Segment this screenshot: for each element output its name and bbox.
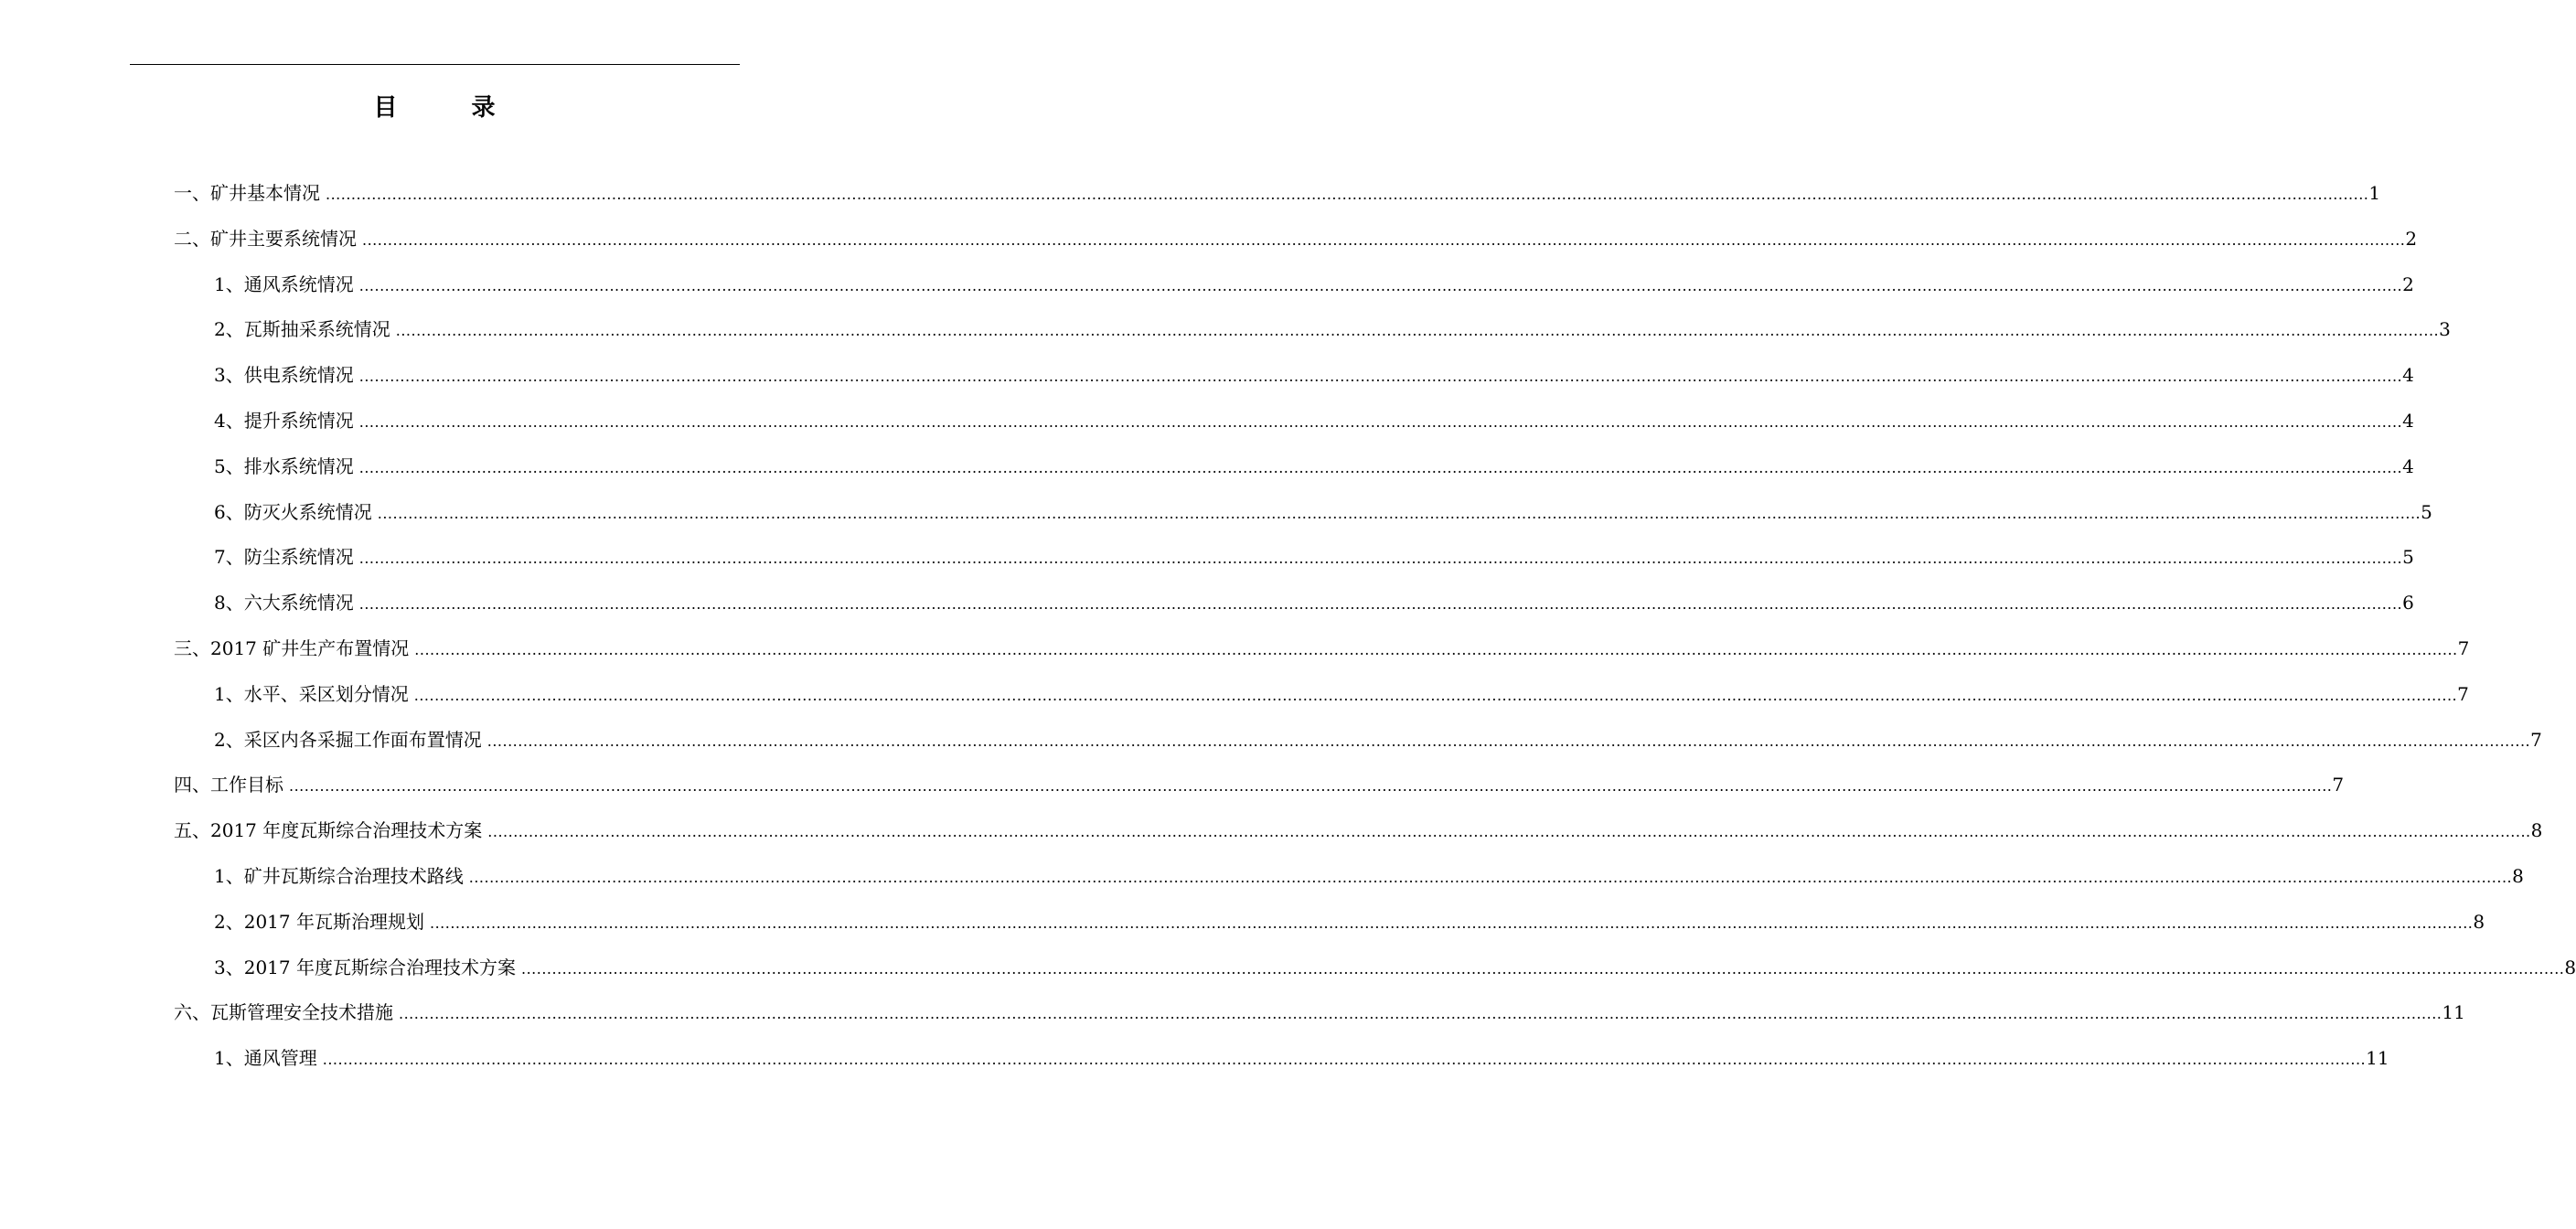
toc-entry-label: 3、供电系统情况 <box>214 364 354 387</box>
toc-entry-label: 3、2017 年度瓦斯综合治理技术方案 <box>214 956 516 978</box>
toc-entry-label: 7、防尘系统情况 <box>214 546 354 569</box>
toc-entry[interactable] <box>214 453 2414 480</box>
toc-entry-page-number: 5 <box>2402 546 2414 569</box>
dot-leader: ................................................................................................................................................................................................................................................................................................................................................................................................................ <box>486 732 2531 750</box>
toc-entry-label: 1、通风系统情况 <box>214 273 354 295</box>
toc-entry-page-number: 8 <box>2530 819 2543 842</box>
toc-entry-page-number: 2 <box>2402 273 2414 295</box>
toc-entry[interactable] <box>214 407 2414 434</box>
toc-entry[interactable] <box>214 271 2414 298</box>
header-rule <box>130 64 740 65</box>
toc-entry-page-number: 8 <box>2564 956 2576 978</box>
toc-entry[interactable] <box>214 1044 2389 1072</box>
dot-leader: ................................................................................................................................................................................................................................................................................................................................................................................................................ <box>414 641 2458 658</box>
toc-entry-page-number: 4 <box>2402 410 2414 432</box>
dot-leader: ................................................................................................................................................................................................................................................................................................................................................................................................................ <box>358 276 2403 294</box>
toc-entry[interactable] <box>174 635 2470 662</box>
toc-entry-label: 2、2017 年瓦斯治理规划 <box>214 910 424 933</box>
dot-leader: ................................................................................................................................................................................................................................................................................................................................................................................................................ <box>358 458 2403 476</box>
toc-entry[interactable] <box>214 543 2414 571</box>
dot-leader: ................................................................................................................................................................................................................................................................................................................................................................................................................ <box>487 823 2531 841</box>
toc-entry[interactable] <box>214 498 2432 526</box>
toc-entry[interactable] <box>174 179 2381 207</box>
dot-leader: ................................................................................................................................................................................................................................................................................................................................................................................................................ <box>413 686 2458 704</box>
toc-entry-label: 8、六大系统情况 <box>214 592 354 614</box>
dot-leader: ................................................................................................................................................................................................................................................................................................................................................................................................................ <box>358 368 2403 386</box>
toc-entry[interactable] <box>174 817 2543 844</box>
toc-entry-page-number: 11 <box>2366 1047 2389 1070</box>
toc-entry-label: 1、通风管理 <box>214 1047 317 1070</box>
toc-entry-page-number: 2 <box>2405 227 2418 250</box>
dot-leader: ................................................................................................................................................................................................................................................................................................................................................................................................................ <box>289 777 2333 796</box>
toc-entry-label: 5、排水系统情况 <box>214 454 354 477</box>
toc-entry-page-number: 4 <box>2402 364 2414 387</box>
toc-entry-page-number: 3 <box>2439 318 2451 341</box>
toc-entry-page-number: 6 <box>2402 592 2414 614</box>
dot-leader: ................................................................................................................................................................................................................................................................................................................................................................................................................ <box>358 595 2403 614</box>
dot-leader: ................................................................................................................................................................................................................................................................................................................................................................................................................ <box>395 322 2440 340</box>
toc-entry[interactable] <box>214 680 2469 708</box>
toc-entry-page-number: 7 <box>2457 637 2470 659</box>
toc-entry[interactable] <box>214 315 2451 343</box>
toc-entry-label: 三、2017 矿井生产布置情况 <box>174 637 410 659</box>
toc-entry-page-number: 8 <box>2473 910 2485 933</box>
toc-entry-label: 2、瓦斯抽采系统情况 <box>214 318 390 341</box>
dot-leader: ................................................................................................................................................................................................................................................................................................................................................................................................................ <box>326 186 2369 203</box>
dot-leader: ................................................................................................................................................................................................................................................................................................................................................................................................................ <box>358 550 2403 568</box>
toc-entry-label: 2、采区内各采掘工作面布置情况 <box>214 728 482 751</box>
toc-title: 目 录 <box>373 94 529 122</box>
dot-leader: ................................................................................................................................................................................................................................................................................................................................................................................................................ <box>377 504 2421 522</box>
toc-entry[interactable] <box>214 726 2542 753</box>
toc-entry-page-number: 7 <box>2530 728 2542 751</box>
toc-entry-page-number: 7 <box>2457 682 2469 705</box>
toc-entry-page-number: 11 <box>2442 1001 2465 1024</box>
toc-entry-label: 六、瓦斯管理安全技术措施 <box>174 1001 393 1024</box>
toc-entry[interactable] <box>214 862 2524 890</box>
toc-entry-page-number: 7 <box>2332 774 2345 796</box>
dot-leader: ................................................................................................................................................................................................................................................................................................................................................................................................................ <box>520 959 2565 978</box>
toc-entry-label: 五、2017 年度瓦斯综合治理技术方案 <box>174 819 483 842</box>
toc-entry[interactable] <box>174 999 2465 1026</box>
toc-entry-label: 一、矿井基本情况 <box>174 182 320 204</box>
toc-entry[interactable] <box>214 908 2485 935</box>
dot-leader: ................................................................................................................................................................................................................................................................................................................................................................................................................ <box>362 230 2406 249</box>
dot-leader: ................................................................................................................................................................................................................................................................................................................................................................................................................ <box>468 869 2513 886</box>
toc-entry-label: 6、防灭火系统情况 <box>214 500 372 523</box>
toc-entry-label: 4、提升系统情况 <box>214 410 354 432</box>
toc-entry[interactable] <box>214 954 2576 981</box>
toc-entry-page-number: 5 <box>2421 500 2432 523</box>
toc-entry-label: 1、水平、采区划分情况 <box>214 682 409 705</box>
toc-entry[interactable] <box>214 589 2414 616</box>
toc-entry-page-number: 8 <box>2512 865 2524 887</box>
dot-leader: ................................................................................................................................................................................................................................................................................................................................................................................................................ <box>322 1051 2367 1069</box>
dot-leader: ................................................................................................................................................................................................................................................................................................................................................................................................................ <box>399 1005 2442 1023</box>
toc-entry-page-number: 4 <box>2402 454 2414 477</box>
dot-leader: ................................................................................................................................................................................................................................................................................................................................................................................................................ <box>358 413 2403 431</box>
dot-leader: ................................................................................................................................................................................................................................................................................................................................................................................................................ <box>429 914 2474 932</box>
toc-entry-page-number: 1 <box>2368 182 2381 204</box>
toc-entry-label: 二、矿井主要系统情况 <box>174 227 357 250</box>
toc-entry-label: 1、矿井瓦斯综合治理技术路线 <box>214 865 464 887</box>
toc-entry[interactable] <box>174 771 2345 798</box>
toc-entry[interactable] <box>214 361 2414 389</box>
toc-entry[interactable] <box>174 225 2418 252</box>
toc-entry-label: 四、工作目标 <box>174 774 283 796</box>
